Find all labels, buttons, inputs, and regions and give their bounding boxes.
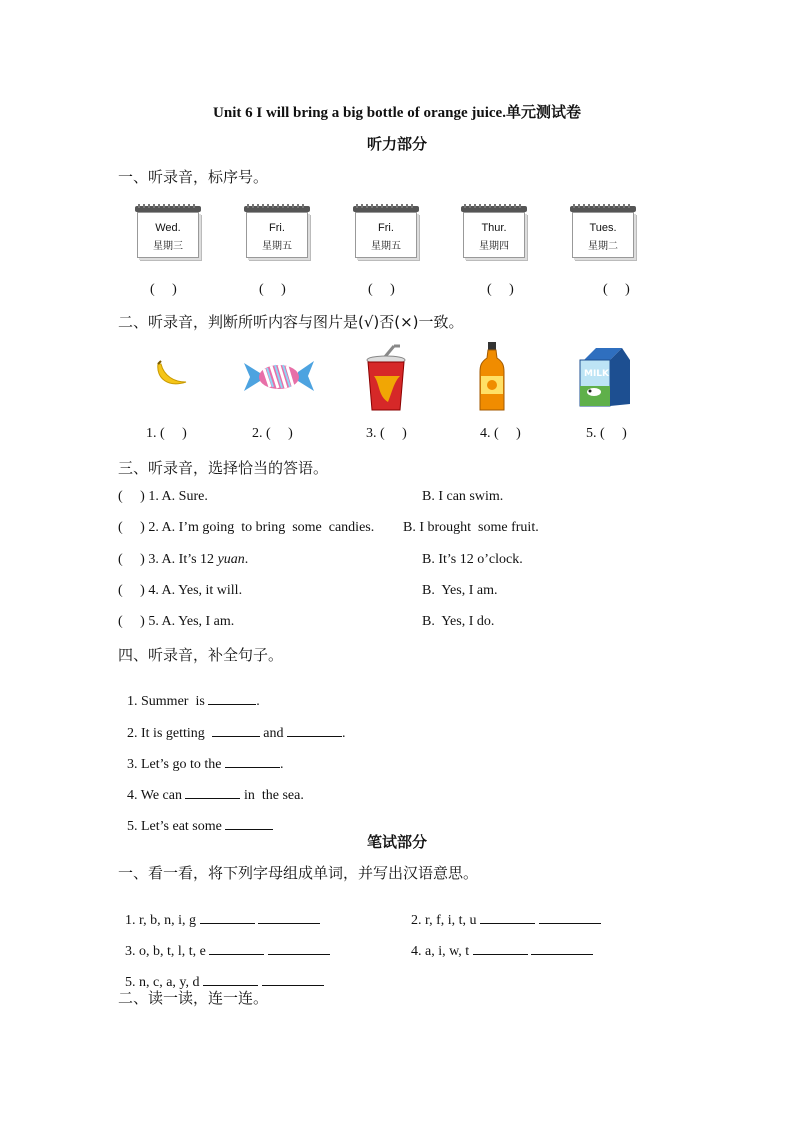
- calendar-card-1: [135, 206, 201, 259]
- calendar-day-cn: 星期三: [153, 241, 183, 252]
- calendar-day-cn: 星期五: [371, 241, 401, 252]
- fill-blank[interactable]: [473, 942, 528, 955]
- fill-blank[interactable]: [209, 942, 264, 955]
- fill-blank[interactable]: [185, 786, 240, 799]
- listening-section-title: 听力部分: [366, 137, 427, 153]
- answer-blank[interactable]: ( ): [487, 282, 514, 297]
- s2-item-2[interactable]: 2. ( ): [252, 426, 293, 441]
- s4-sentence-4: 4. We can in the sea.: [127, 788, 304, 803]
- fill-blank[interactable]: [258, 911, 320, 924]
- candy-icon: [240, 357, 318, 395]
- juice-bottle-icon: [477, 340, 507, 414]
- s3-q4-option-b: B. Yes, I am.: [422, 583, 498, 598]
- w1-item-3: 3. o, b, t, l, t, e: [118, 926, 330, 960]
- s3-q1-option-a: ( ) 1. A. Sure.: [118, 489, 208, 504]
- soda-cup-icon: [364, 344, 408, 414]
- s4-sentence-2: 2. It is getting and .: [127, 726, 346, 741]
- calendar-card-4: [461, 206, 527, 259]
- s3-q2-option-a: ( ) 2. A. I’m going to bring some candies.: [118, 520, 375, 535]
- w1-item-5: 5. n, c, a, y, d: [118, 957, 324, 991]
- s3-q3-option-a: ( ) 3. A. It’s 12 yuan.: [118, 552, 249, 567]
- w2-heading: 二、读一读，连一连。: [118, 989, 269, 1007]
- calendar-card-2: [244, 206, 310, 259]
- s4-sentence-1: 1. Summer is .: [127, 694, 260, 709]
- s2-item-4[interactable]: 4. ( ): [480, 426, 521, 441]
- page-title: Unit 6 I will bring a big bottle of orange juice.单元测试卷: [213, 105, 581, 121]
- fill-blank[interactable]: [212, 724, 260, 737]
- w1-item-2: 2. r, f, i, t, u: [404, 895, 601, 929]
- milk-label: MILK: [584, 369, 610, 379]
- s2-heading: 二、听录音，判断所听内容与图片是(√)否(×)一致。: [118, 313, 464, 331]
- fill-blank[interactable]: [539, 911, 601, 924]
- w1-item-1: 1. r, b, n, i, g: [118, 895, 320, 929]
- fill-blank[interactable]: [480, 911, 535, 924]
- fill-blank[interactable]: [208, 692, 256, 705]
- calendar-day-en: Wed.: [155, 222, 181, 234]
- banana-icon: [152, 358, 190, 390]
- calendar-day-en: Fri.: [378, 222, 394, 234]
- s2-item-3[interactable]: 3. ( ): [366, 426, 407, 441]
- w1-item-4: 4. a, i, w, t: [404, 926, 593, 960]
- s3-heading: 三、听录音，选择恰当的答语。: [118, 459, 329, 477]
- w1-heading: 一、看一看，将下列字母组成单词，并写出汉语意思。: [118, 864, 479, 882]
- fill-blank[interactable]: [531, 942, 593, 955]
- calendar-day-en: Fri.: [269, 222, 285, 234]
- milk-carton-icon: [576, 346, 634, 408]
- answer-blank[interactable]: ( ): [259, 282, 286, 297]
- answer-blank[interactable]: ( ): [603, 282, 630, 297]
- fill-blank[interactable]: [225, 817, 273, 830]
- writing-section-title: 笔试部分: [366, 835, 427, 851]
- s4-sentence-5: 5. Let’s eat some: [120, 801, 273, 835]
- s3-q5-option-a: ( ) 5. A. Yes, I am.: [118, 614, 235, 629]
- answer-blank[interactable]: ( ): [150, 282, 177, 297]
- s4-sentence-3: 3. Let’s go to the .: [127, 757, 284, 772]
- s1-heading: 一、听录音，标序号。: [118, 168, 269, 186]
- s3-q4-option-a: ( ) 4. A. Yes, it will.: [118, 583, 243, 598]
- fill-blank[interactable]: [287, 724, 342, 737]
- s2-item-5[interactable]: 5. ( ): [586, 426, 627, 441]
- s2-item-1[interactable]: 1. ( ): [146, 426, 187, 441]
- fill-blank[interactable]: [225, 755, 280, 768]
- s3-q1-option-b: B. I can swim.: [422, 489, 504, 504]
- fill-blank[interactable]: [262, 973, 324, 986]
- fill-blank[interactable]: [200, 911, 255, 924]
- calendar-day-cn: 星期二: [588, 241, 618, 252]
- s3-q5-option-b: B. Yes, I do.: [422, 614, 495, 629]
- calendar-day-cn: 星期四: [479, 241, 509, 252]
- s3-q3-option-b: B. It’s 12 o’clock.: [422, 552, 523, 567]
- s3-q2-option-b: B. I brought some fruit.: [403, 520, 539, 535]
- calendar-card-5: [570, 206, 636, 259]
- answer-blank[interactable]: ( ): [368, 282, 395, 297]
- calendar-day-en: Thur.: [481, 222, 507, 234]
- calendar-card-3: [353, 206, 419, 259]
- calendar-day-cn: 星期五: [262, 241, 292, 252]
- calendar-day-en: Tues.: [589, 222, 617, 234]
- fill-blank[interactable]: [203, 973, 258, 986]
- fill-blank[interactable]: [268, 942, 330, 955]
- s4-heading: 四、听录音，补全句子。: [118, 646, 284, 664]
